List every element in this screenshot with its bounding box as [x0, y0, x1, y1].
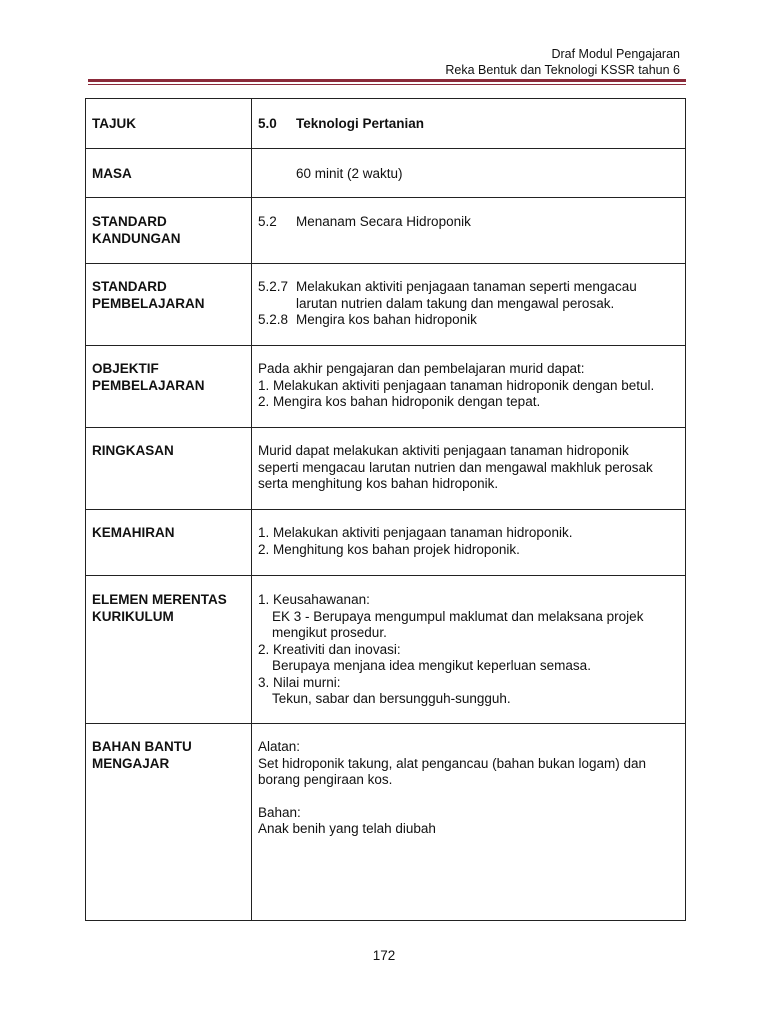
- elemen-item-title: 1. Keusahawanan:: [258, 592, 370, 607]
- elemen-item-detail: Tekun, sabar dan bersungguh-sungguh.: [272, 691, 511, 706]
- label-masa: MASA: [86, 149, 252, 198]
- elemen-item-detail: Berupaya menjana idea mengikut keperluan semasa.: [272, 658, 591, 673]
- label-standard-kandungan: STANDARD KANDUNGAN: [86, 198, 252, 264]
- document-header: [445, 46, 680, 78]
- label-objektif: OBJEKTIF PEMBELAJARAN: [86, 346, 252, 428]
- row-kemahiran: [86, 510, 686, 576]
- content-tajuk: [252, 99, 686, 149]
- row-standard-pembelajaran: [86, 264, 686, 346]
- sp-item-text: Mengira kos bahan hidroponik: [296, 312, 477, 327]
- page-number: 172: [372, 948, 396, 963]
- header-rule-thick: [88, 79, 686, 82]
- content-standard-kandungan: [252, 198, 686, 264]
- header-module-title: Draf Modul Pengajaran: [551, 47, 680, 61]
- row-objektif: [86, 346, 686, 428]
- row-bahan-bantu-mengajar: [86, 724, 686, 921]
- header-rule-thin: [88, 84, 686, 85]
- sp-item: [258, 312, 679, 329]
- elemen-item-title: 2. Kreativiti dan inovasi:: [258, 641, 401, 657]
- sk-text: Menanam Secara Hidroponik: [296, 214, 471, 229]
- content-bbm: [252, 724, 686, 921]
- label-bbm: BAHAN BANTU MENGAJAR: [86, 724, 252, 921]
- label-elemen: ELEMEN MERENTAS KURIKULUM: [86, 576, 252, 724]
- content-kemahiran: [252, 510, 686, 576]
- label-standard-pembelajaran: STANDARD PEMBELAJARAN: [86, 264, 252, 346]
- header-subject-title: Reka Bentuk dan Teknologi KSSR tahun 6: [445, 63, 680, 77]
- tajuk-number: 5.0: [258, 116, 277, 131]
- content-elemen: [252, 576, 686, 724]
- lesson-module-table: [85, 98, 686, 921]
- content-masa: 60 minit (2 waktu): [252, 149, 686, 198]
- bbm-bahan-title: Bahan:: [258, 804, 301, 820]
- content-standard-pembelajaran: [252, 264, 686, 346]
- row-ringkasan: [86, 428, 686, 510]
- kemahiran-item: 2. Menghitung kos bahan projek hidroponik.: [258, 541, 520, 557]
- tajuk-text: Teknologi Pertanian: [296, 116, 425, 131]
- content-objektif: [252, 346, 686, 428]
- row-tajuk: [86, 99, 686, 149]
- bbm-spacer: [258, 789, 679, 805]
- objektif-intro: Pada akhir pengajaran dan pembelajaran murid dapat:: [258, 361, 585, 376]
- row-standard-kandungan: [86, 198, 686, 264]
- bbm-alatan-title: Alatan:: [258, 739, 301, 754]
- content-ringkasan: Murid dapat melakukan aktiviti penjagaan tanaman hidroponik seperti mengacau larutan nutrien dan mengawal makhluk perosak serta menghitung kos bahan hidroponik.: [252, 428, 686, 510]
- bbm-alatan-text: Set hidroponik takung, alat pengancau (bahan bukan logam) dan borang pengiraan kos.: [258, 755, 647, 787]
- sk-code: 5.2: [258, 214, 277, 229]
- elemen-item-title: 3. Nilai murni:: [258, 674, 341, 690]
- bbm-bahan-text: Anak benih yang telah diubah: [258, 821, 436, 836]
- label-ringkasan: RINGKASAN: [86, 428, 252, 510]
- sp-item-code: 5.2.8: [258, 312, 289, 327]
- sp-item: [258, 279, 679, 312]
- row-masa: [86, 149, 686, 198]
- sp-item-code: 5.2.7: [258, 279, 289, 294]
- row-elemen-merentas-kurikulum: [86, 576, 686, 724]
- objektif-item: 2. Mengira kos bahan hidroponik dengan tepat.: [258, 394, 541, 409]
- kemahiran-item: 1. Melakukan aktiviti penjagaan tanaman hidroponik.: [258, 525, 573, 540]
- objektif-item: 1. Melakukan aktiviti penjagaan tanaman hidroponik dengan betul.: [258, 377, 655, 393]
- elemen-item-detail: EK 3 - Berupaya mengumpul maklumat dan melaksana projek mengikut prosedur.: [272, 608, 644, 640]
- label-tajuk: TAJUK: [86, 99, 252, 149]
- sp-item-text: Melakukan aktiviti penjagaan tanaman seperti mengacau larutan nutrien dalam takung dan mengawal perosak.: [296, 279, 637, 311]
- label-kemahiran: KEMAHIRAN: [86, 510, 252, 576]
